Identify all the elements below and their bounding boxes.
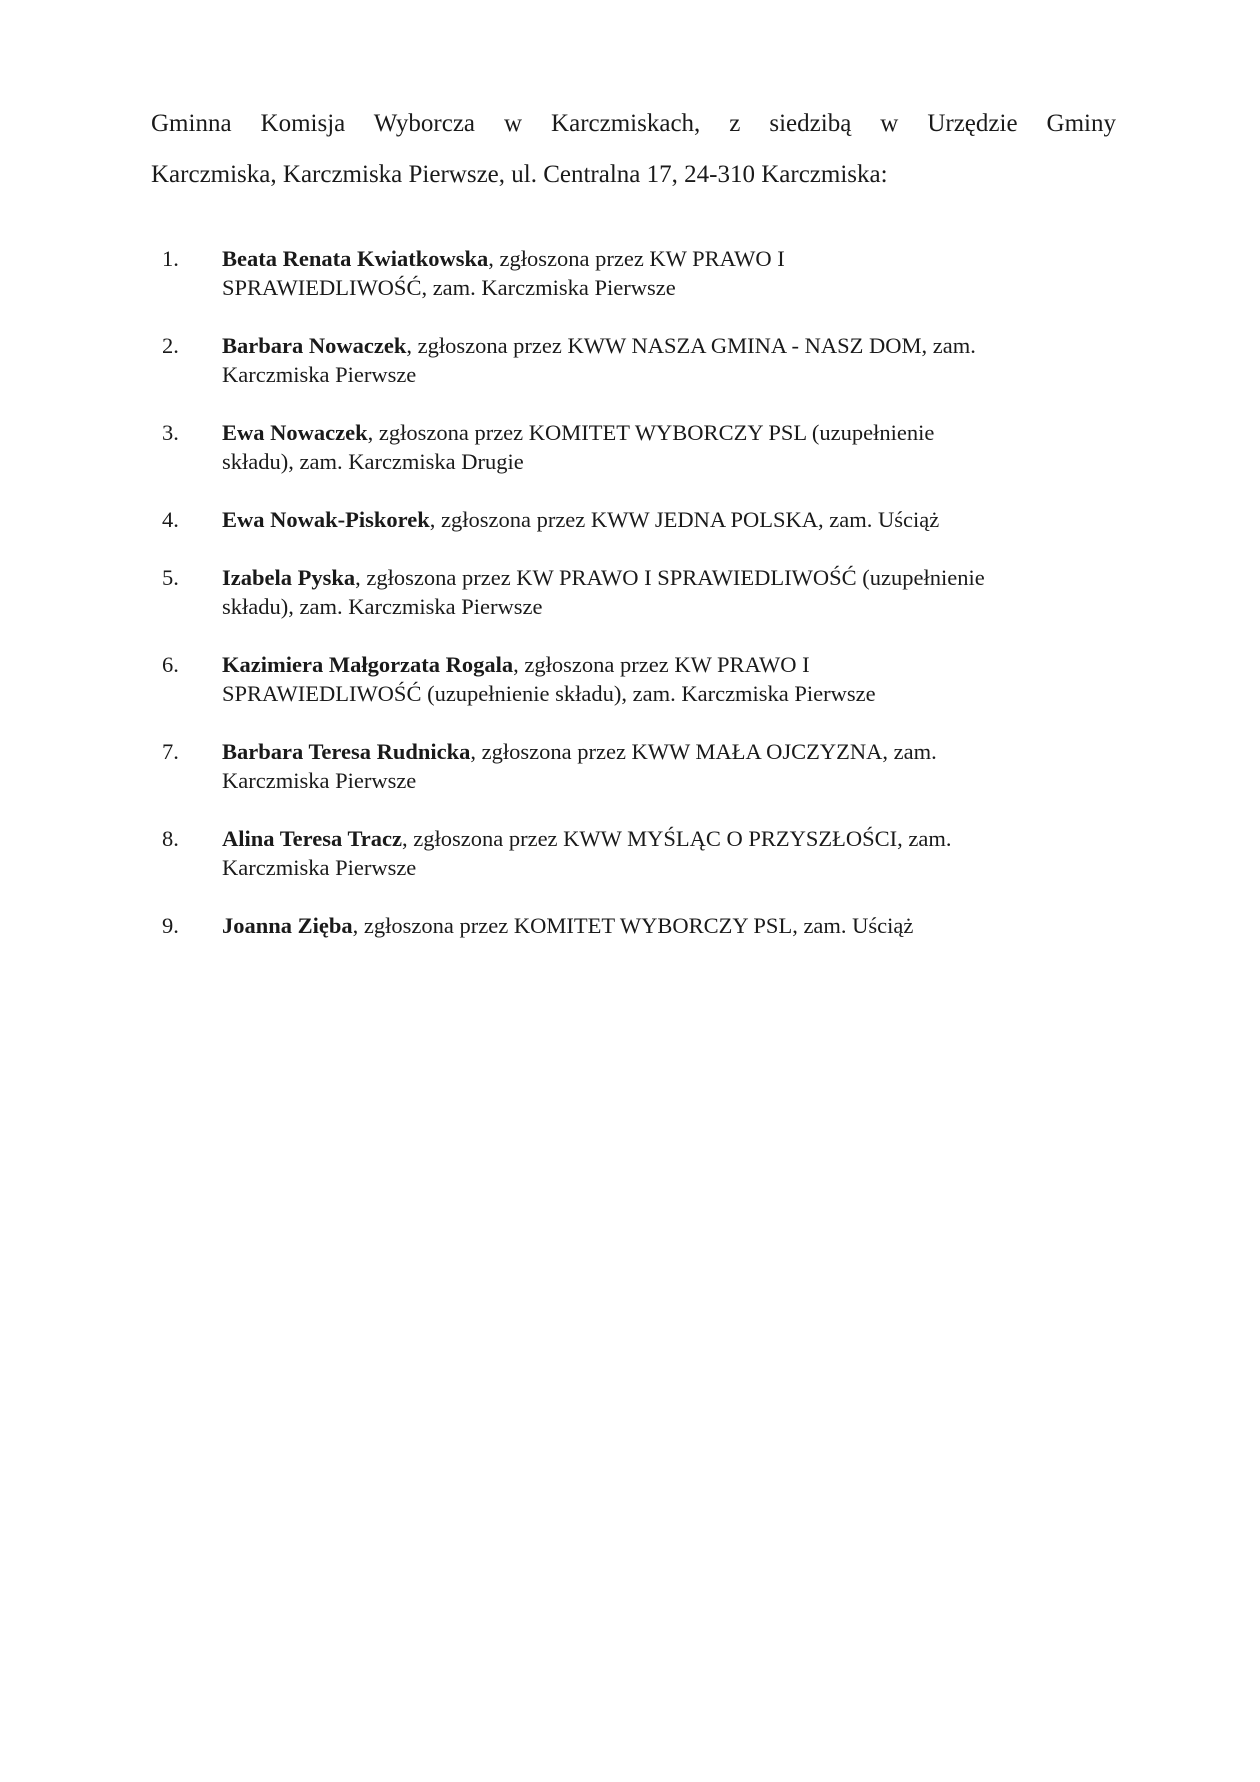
members-list xyxy=(151,244,1121,969)
member-name: Ewa Nowaczek xyxy=(222,420,368,445)
item-line-2: SPRAWIEDLIWOŚĆ (uzupełnienie składu), zam. Karczmiska Pierwsze xyxy=(222,681,876,706)
item-line-2: składu), zam. Karczmiska Drugie xyxy=(222,449,524,474)
item-line-2: SPRAWIEDLIWOŚĆ, zam. Karczmiska Pierwsze xyxy=(222,275,676,300)
list-item xyxy=(151,418,1121,476)
member-details: , zgłoszona przez KOMITET WYBORCZY PSL, zam. Uściąż xyxy=(352,913,914,938)
item-number: 6. xyxy=(162,652,179,677)
member-details: , zgłoszona przez KW PRAWO I xyxy=(513,652,810,677)
intro-line-2: Karczmiska, Karczmiska Pierwsze, ul. Centralna 17, 24-310 Karczmiska: xyxy=(151,161,888,188)
member-name: Ewa Nowak-Piskorek xyxy=(222,507,430,532)
item-line-1 xyxy=(222,244,1121,273)
item-line-1 xyxy=(222,505,1121,534)
item-line-2: składu), zam. Karczmiska Pierwsze xyxy=(222,594,543,619)
item-line-2: Karczmiska Pierwsze xyxy=(222,768,417,793)
member-name: Alina Teresa Tracz xyxy=(222,826,402,851)
item-number: 3. xyxy=(162,420,179,445)
member-details: , zgłoszona przez KWW JEDNA POLSKA, zam. Uściąż xyxy=(429,507,940,532)
list-item xyxy=(151,737,1121,795)
list-item xyxy=(151,911,1121,940)
item-number: 9. xyxy=(162,913,179,938)
intro-paragraph xyxy=(151,98,1116,200)
item-number: 1. xyxy=(162,246,179,271)
member-details: , zgłoszona przez KOMITET WYBORCZY PSL (uzupełnienie xyxy=(367,420,935,445)
member-name: Barbara Nowaczek xyxy=(222,333,407,358)
item-line-1 xyxy=(222,563,1121,592)
item-line-1 xyxy=(222,737,1121,766)
item-number: 7. xyxy=(162,739,179,764)
member-name: Izabela Pyska xyxy=(222,565,356,590)
item-line-1 xyxy=(222,650,1121,679)
item-line-1 xyxy=(222,824,1121,853)
member-details: , zgłoszona przez KWW MAŁA OJCZYZNA, zam. xyxy=(470,739,937,764)
item-number: 8. xyxy=(162,826,179,851)
member-details: , zgłoszona przez KWW MYŚLĄC O PRZYSZŁOŚCI, zam. xyxy=(402,826,952,851)
member-details: , zgłoszona przez KW PRAWO I xyxy=(488,246,785,271)
list-item xyxy=(151,244,1121,302)
member-name: Joanna Zięba xyxy=(222,913,353,938)
intro-line-1: Gminna Komisja Wyborcza w Karczmiskach, z siedzibą w Urzędzie Gminy xyxy=(151,110,1116,137)
item-line-1 xyxy=(222,418,1121,447)
member-name: Barbara Teresa Rudnicka xyxy=(222,739,471,764)
item-line-2: Karczmiska Pierwsze xyxy=(222,362,417,387)
item-number: 2. xyxy=(162,333,179,358)
item-number: 4. xyxy=(162,507,179,532)
item-number: 5. xyxy=(162,565,179,590)
list-item xyxy=(151,331,1121,389)
list-item xyxy=(151,505,1121,534)
item-line-2: Karczmiska Pierwsze xyxy=(222,855,417,880)
item-line-1 xyxy=(222,911,1121,940)
list-item xyxy=(151,824,1121,882)
member-details: , zgłoszona przez KWW NASZA GMINA - NASZ DOM, zam. xyxy=(406,333,976,358)
member-details: , zgłoszona przez KW PRAWO I SPRAWIEDLIWOŚĆ (uzupełnienie xyxy=(355,565,985,590)
member-name: Kazimiera Małgorzata Rogala xyxy=(222,652,514,677)
item-line-1 xyxy=(222,331,1121,360)
list-item xyxy=(151,650,1121,708)
list-item xyxy=(151,563,1121,621)
member-name: Beata Renata Kwiatkowska xyxy=(222,246,489,271)
